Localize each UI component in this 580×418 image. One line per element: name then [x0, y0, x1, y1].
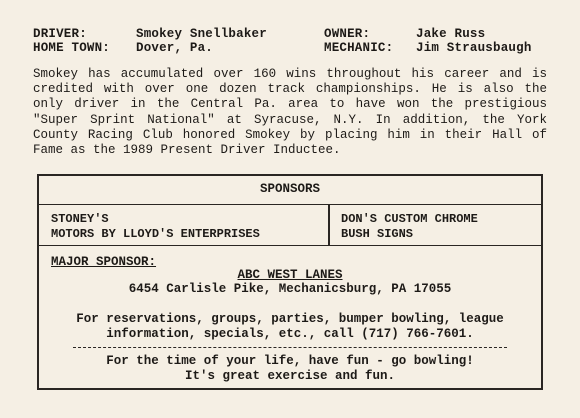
sponsors-divider	[328, 205, 330, 245]
sponsors-box	[37, 174, 543, 390]
tagline-line-1: For the time of your life, have fun - go bowling!	[106, 354, 474, 368]
sponsor-left-1: STONEY'S	[51, 212, 109, 226]
info-line-1: For reservations, groups, parties, bumper bowling, league	[76, 312, 504, 326]
major-sponsor-name: ABC WEST LANES	[237, 268, 343, 282]
major-sponsor-address: 6454 Carlisle Pike, Mechanicsburg, PA 17055	[128, 282, 452, 296]
tagline	[39, 354, 541, 384]
dashed-divider	[73, 347, 507, 348]
info-line-2: information, specials, etc., call (717) 766-7601.	[106, 327, 474, 341]
driver-biography: Smokey has accumulated over 160 wins throughout his career and is credited with over one dozen track championships. He is also the only driver in the Central Pa. area to have won the prestigious "Super Sprint National" at Syracuse, N.Y. In addition, the York County Racing Club honored Smokey by placing him in their Hall of Fame as the 1989 Present Driver Inductee.	[33, 67, 547, 158]
sponsors-right	[341, 212, 478, 242]
sponsors-title: SPONSORS	[259, 182, 320, 196]
sponsor-right-1: DON'S CUSTOM CHROME	[341, 212, 478, 226]
driver-label: DRIVER:	[33, 27, 87, 41]
sponsor-left-2: MOTORS BY LLOYD'S ENTERPRISES	[51, 227, 260, 241]
owner-label: OWNER:	[324, 27, 371, 41]
major-sponsor-label: MAJOR SPONSOR:	[51, 255, 157, 269]
sponsors-row	[39, 204, 541, 246]
hometown-value: Dover, Pa.	[136, 41, 214, 55]
sponsor-right-2: BUSH SIGNS	[341, 227, 414, 241]
hometown-label: HOME TOWN:	[33, 41, 111, 55]
tagline-line-2: It's great exercise and fun.	[184, 369, 396, 383]
mechanic-label: MECHANIC:	[324, 41, 394, 55]
driver-value: Smokey Snellbaker	[136, 27, 267, 41]
major-sponsor-info	[39, 312, 541, 342]
mechanic-value: Jim Strausbaugh	[416, 41, 532, 55]
owner-value: Jake Russ	[416, 27, 486, 41]
sponsors-left	[51, 212, 260, 242]
